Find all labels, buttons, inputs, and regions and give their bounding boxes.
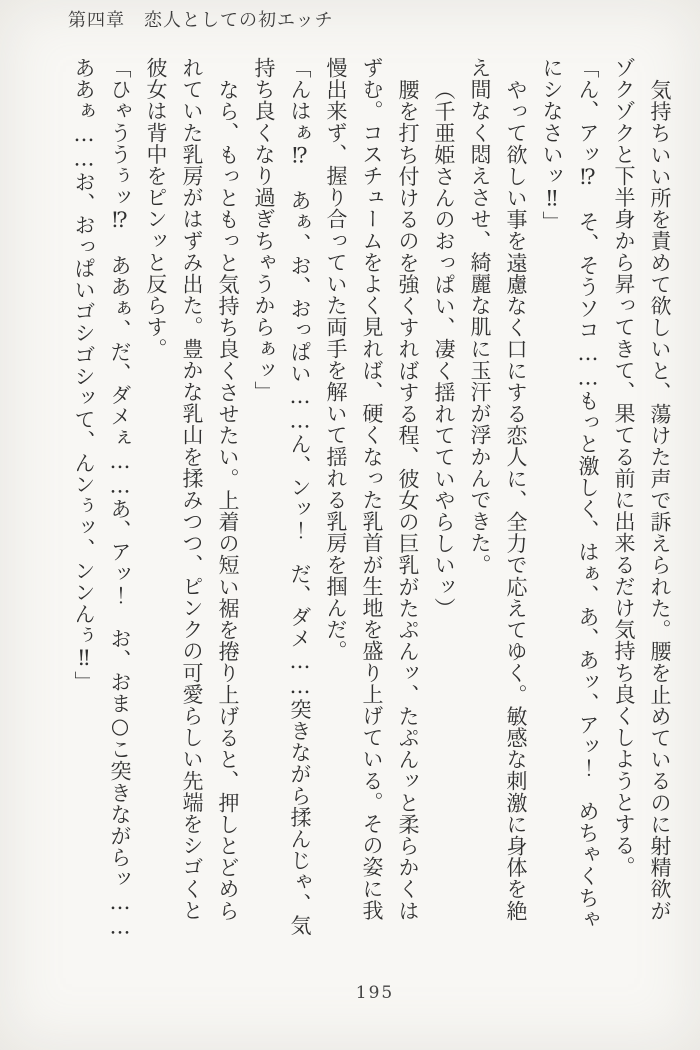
body-text — [66, 57, 678, 991]
text-line: 腰を打ち付けるのを強くすればする程、彼女の巨乳がたぷんッ、たぷんッと柔らかくは — [396, 79, 420, 922]
text-line: え間なく悶えさせ、綺麗な肌に玉汗が浮かんできた。 — [468, 57, 492, 576]
text-line: ああぁ……お、おっぱいゴシゴシッて、んンぅッ、ンンんぅ‼」 — [72, 57, 96, 693]
text-line: ゾクゾクと下半身から昇ってきて、果てる前に出来るだけ気持ち良くしようとする。 — [612, 57, 636, 878]
text-line: れていた乳房がはずみ出た。豊かな乳山を揉みつつ、ピンクの可愛らしい先端をシゴくと — [180, 57, 204, 921]
text-line: やって欲しい事を遠慮なく口にする恋人に、全力で応えてゆく。敏感な刺激に身体を絶 — [504, 79, 528, 922]
chapter-header: 第四章 恋人としての初エッチ — [68, 10, 334, 31]
text-line: （千亜姫さんのおっぱい、凄く揺れてていやらしいッ） — [432, 79, 456, 619]
text-line: 慢出来ず、握り合っていた両手を解いて揺れる乳房を掴んだ。 — [324, 57, 348, 662]
text-line: ずむ。コスチュームをよく見れば、硬くなった乳首が生地を盛り上げている。その姿に我 — [360, 57, 384, 921]
page-number: 195 — [355, 983, 395, 1003]
text-line: 彼女は背中をピンッと反らす。 — [144, 57, 168, 360]
text-line: 「ん、アッ⁉ そ、そうソコ……もっと激しく、はぁ、あ、あッ、アッ！ めちゃくちゃ — [576, 57, 600, 930]
text-line: 気持ちいい所を責めて欲しいと、蕩けた声で訴えられた。腰を止めているのに射精欲が — [648, 79, 672, 922]
text-line: 「ひゃううぅッ⁉ ああぁ、だ、ダメぇ……あ、アッ！ お、おま○こ突きながらッ…… — [108, 57, 132, 939]
text-line: 持ち良くなり過ぎちゃうからぁッ」 — [252, 57, 276, 403]
text-line: なら、もっともっと気持ち良くさせたい。上着の短い裾を捲り上げると、押しとどめら — [216, 79, 240, 922]
text-line: 「んはぁ⁉ あぁ、お、おっぱい……ん、ンッ！ だ、ダメ……突きながら揉んじゃ、気 — [288, 57, 312, 936]
text-line: にシなさいッ‼」 — [540, 57, 564, 233]
